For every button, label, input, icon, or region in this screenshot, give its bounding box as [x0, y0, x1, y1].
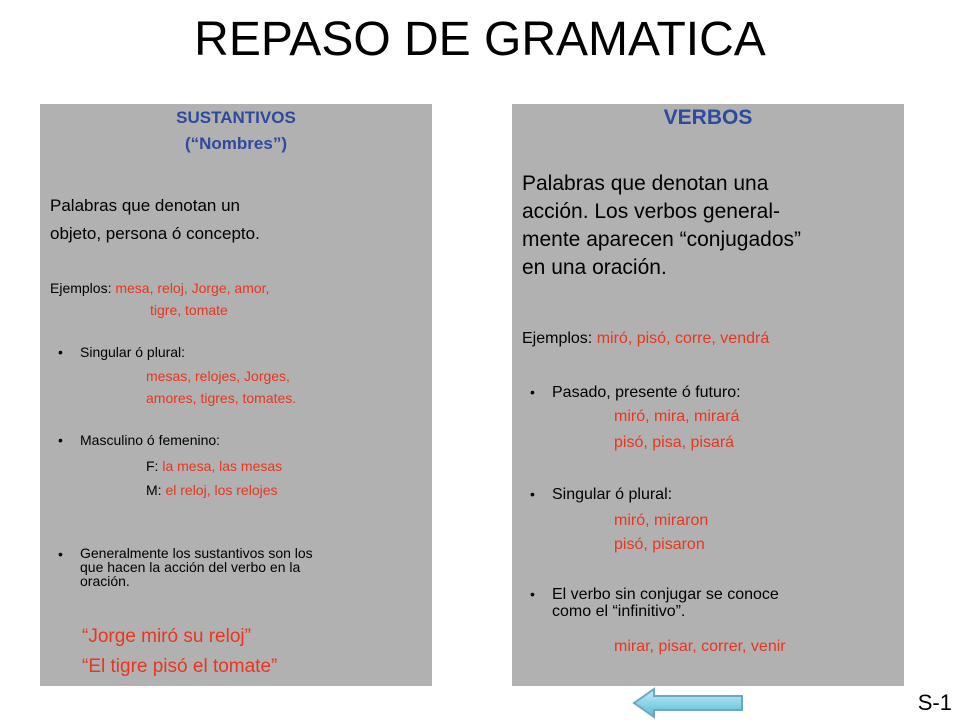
definition-line: objeto, persona ó concepto. — [50, 224, 260, 243]
examples-value: tigre, tomate — [150, 302, 228, 318]
examples-value: mesa, reloj, Jorge, amor, — [115, 280, 270, 296]
definition-line: en una oración. — [522, 256, 667, 279]
bullet: • — [530, 586, 535, 602]
bullet-text: Masculino ó femenino: — [80, 432, 221, 448]
gender-row — [146, 482, 278, 498]
bullet-text: El verbo sin conjugar se conoce — [552, 586, 779, 603]
definition-line: mente aparecen “conjugados” — [522, 228, 802, 251]
bullet: • — [530, 486, 535, 502]
sustantivos-heading: SUSTANTIVOS — [176, 108, 296, 127]
back-arrow-button[interactable] — [632, 686, 746, 720]
bullet-text: Pasado, presente ó futuro: — [552, 384, 741, 401]
examples-label: Ejemplos: — [50, 280, 112, 296]
bullet-text: Singular ó plural: — [552, 486, 673, 503]
examples-row — [522, 330, 769, 348]
example-text: miró, miraron — [614, 512, 709, 529]
gender-label: F: — [146, 458, 159, 474]
sustantivos-subheading: (“Nombres”) — [184, 134, 287, 153]
slide-title: REPASO DE GRAMATICA — [194, 13, 766, 66]
bullet-text: oración. — [80, 573, 130, 589]
example-text: pisó, pisa, pisará — [614, 434, 735, 451]
gender-label: M: — [146, 482, 162, 498]
bullet: • — [58, 432, 63, 448]
examples-value: miró, pisó, corre, vendrá — [596, 330, 770, 347]
bullet: • — [530, 384, 535, 400]
verbos-panel — [512, 104, 904, 686]
example-text: mesas, relojes, Jorges, — [146, 368, 290, 384]
examples-row — [50, 280, 269, 296]
bullet-text: que hacen la acción del verbo en la — [80, 559, 301, 575]
example-quote: “El tigre pisó el tomate” — [82, 656, 278, 677]
example-quote: “Jorge miró su reloj” — [82, 626, 251, 647]
example-text: miró, mira, mirará — [614, 408, 740, 425]
definition-line: Palabras que denotan una — [522, 172, 769, 195]
verbos-heading: VERBOS — [663, 106, 753, 129]
sustantivos-panel — [40, 104, 432, 686]
bullet-text: Singular ó plural: — [80, 344, 186, 360]
bullet: • — [58, 546, 63, 562]
bullet-text: como el “infinitivo”. — [552, 603, 686, 620]
examples-label: Ejemplos: — [522, 330, 593, 347]
gender-row — [146, 458, 282, 474]
definition-line: acción. Los verbos general- — [522, 200, 780, 223]
left-arrow-icon — [632, 686, 746, 720]
bullet-text: Generalmente los sustantivos son los — [80, 545, 313, 561]
example-text: la mesa, las mesas — [162, 458, 283, 474]
example-text: el reloj, los relojes — [165, 482, 278, 498]
example-text: mirar, pisar, correr, venir — [614, 638, 786, 655]
bullet: • — [58, 344, 63, 360]
definition-line: Palabras que denotan un — [50, 196, 240, 215]
example-text: pisó, pisaron — [614, 536, 705, 553]
example-text: amores, tigres, tomates. — [146, 390, 297, 406]
slide-number: S-1 — [917, 690, 952, 715]
